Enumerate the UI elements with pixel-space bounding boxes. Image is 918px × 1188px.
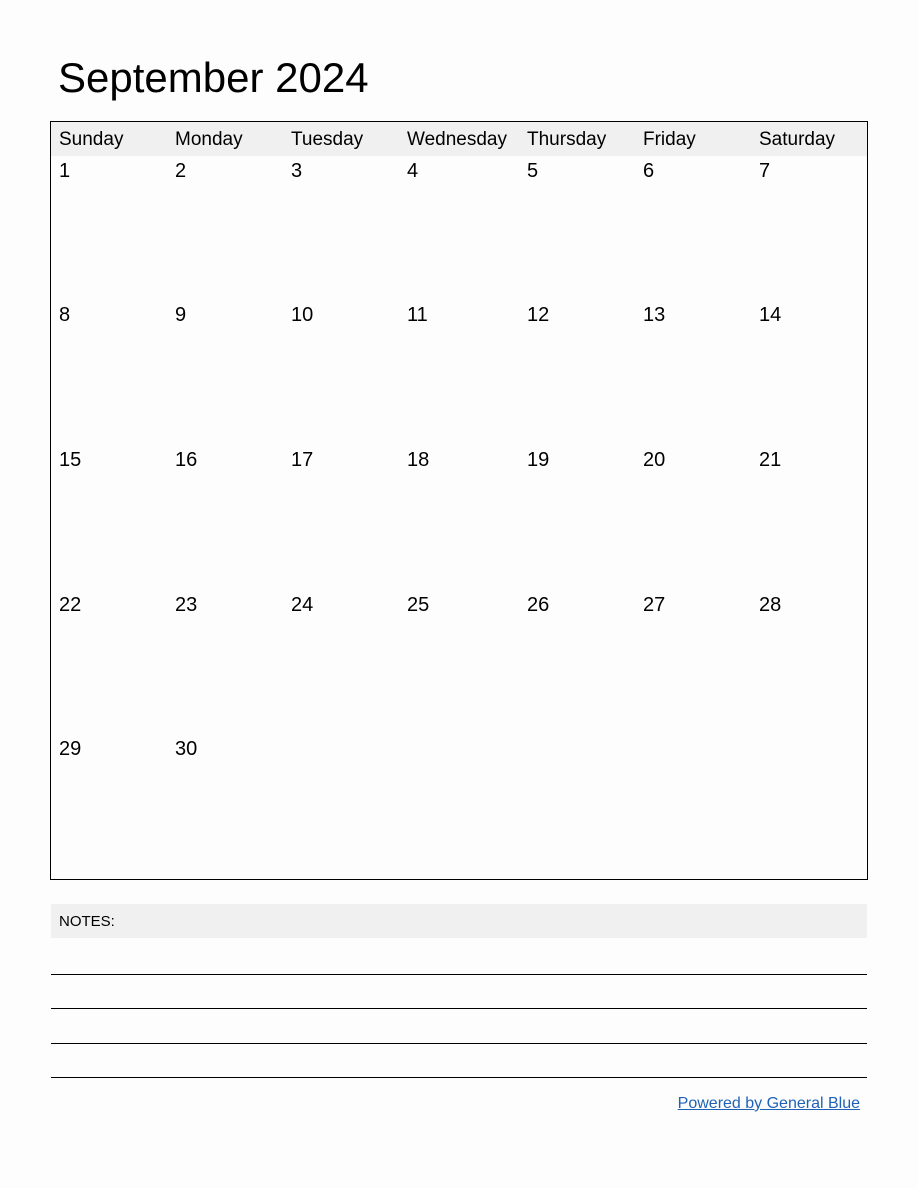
date-cell: 30: [175, 738, 198, 760]
date-cell: 23: [175, 594, 198, 616]
weekday-thursday: Thursday: [527, 129, 607, 150]
date-cell: 10: [291, 304, 314, 326]
date-cell: 7: [759, 160, 771, 182]
weekday-tuesday: Tuesday: [291, 129, 364, 150]
note-line: [51, 1077, 867, 1078]
date-cell: 8: [59, 304, 71, 326]
weekday-monday: Monday: [175, 129, 243, 150]
weekday-header-row: [51, 122, 867, 156]
date-cell: 15: [59, 449, 82, 471]
date-cell: 2: [175, 160, 187, 182]
date-cell: 25: [407, 594, 430, 616]
date-cell: 14: [759, 304, 782, 326]
date-cell: 4: [407, 160, 419, 182]
notes-header: [51, 904, 867, 938]
weekday-saturday: Saturday: [759, 129, 836, 150]
date-cell: 26: [527, 594, 550, 616]
date-cell: 1: [59, 160, 71, 182]
notes-label: NOTES:: [59, 913, 115, 930]
powered-by-link[interactable]: Powered by General Blue: [677, 1095, 860, 1112]
calendar-title: September 2024: [58, 54, 369, 101]
date-cell: 24: [291, 594, 314, 616]
note-line: [51, 1008, 867, 1009]
note-line: [51, 974, 867, 975]
weekday-wednesday: Wednesday: [407, 129, 507, 150]
date-cell: 22: [59, 594, 82, 616]
date-cell: 13: [643, 304, 666, 326]
date-cell: 29: [59, 738, 82, 760]
date-cell: 9: [175, 304, 187, 326]
date-cell: 12: [527, 304, 550, 326]
date-cell: 6: [643, 160, 655, 182]
date-cell: 17: [291, 449, 314, 471]
date-cell: 5: [527, 160, 539, 182]
date-cell: 27: [643, 594, 666, 616]
weekday-sunday: Sunday: [59, 129, 124, 150]
date-cell: 19: [527, 449, 550, 471]
date-cell: 16: [175, 449, 198, 471]
date-cell: 21: [759, 449, 782, 471]
weekday-friday: Friday: [643, 129, 696, 150]
date-cell: 20: [643, 449, 666, 471]
date-cell: 3: [291, 160, 303, 182]
date-cell: 11: [407, 304, 428, 326]
note-line: [51, 1043, 867, 1044]
date-cell: 18: [407, 449, 430, 471]
date-cell: 28: [759, 594, 782, 616]
calendar-grid: [50, 121, 868, 880]
